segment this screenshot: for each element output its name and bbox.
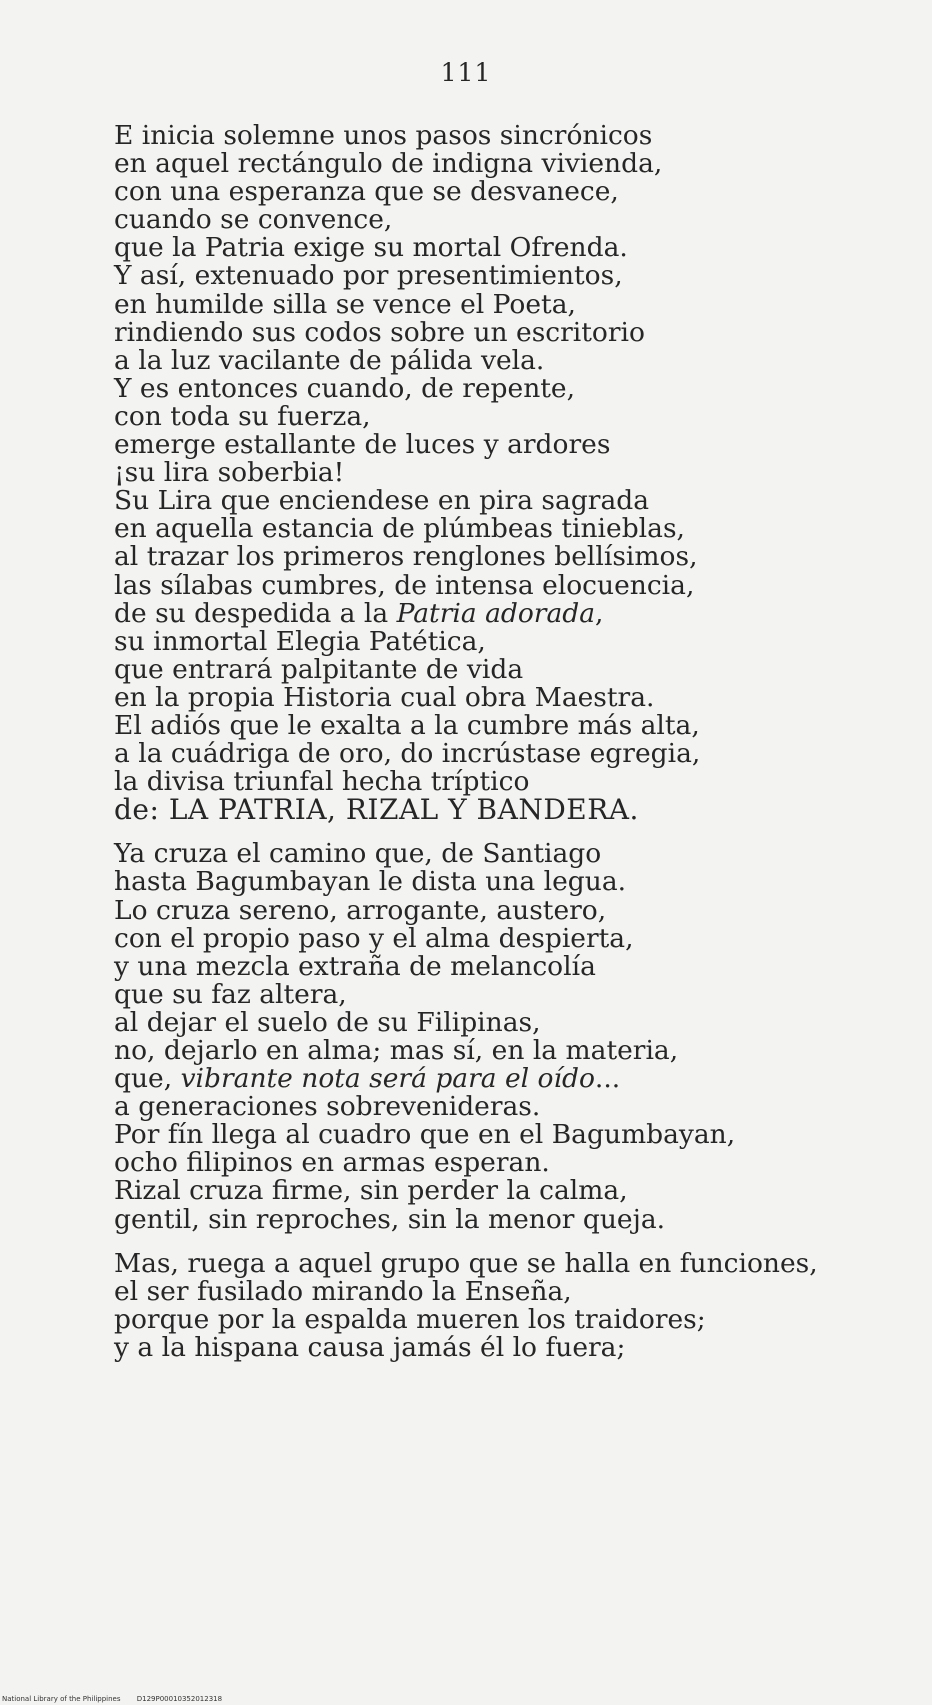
line-text: que la Patria exige su mortal Ofrenda.: [114, 232, 628, 264]
line-text: a la cuádriga de oro, do incrústase egregia,: [114, 738, 701, 770]
line-text: ...: [594, 1063, 621, 1095]
line-text: hasta Bagumbayan le dista una legua.: [114, 866, 627, 898]
line-text: en humilde silla se vence el Poeta,: [114, 288, 576, 320]
poem-line: [114, 372, 914, 404]
line-text: y una mezcla extraña de melancolía: [114, 950, 596, 982]
line-text: ,: [595, 597, 604, 629]
line-text: gentil, sin reproches, sin la menor queja.: [114, 1203, 666, 1235]
footer-library: National Library of the Philippines: [2, 1695, 121, 1703]
poem-line: [114, 431, 914, 459]
line-text: la divisa triunfal hecha tríptico: [114, 766, 530, 798]
line-text: en la propia Historia cual obra Maestra.: [114, 681, 655, 713]
poem-line: [114, 894, 914, 926]
line-text: Ya cruza el camino que, de Santiago: [114, 838, 602, 870]
line-text: El adiós que le exalta a la cumbre más alta,: [114, 709, 700, 741]
poem-line: [114, 1331, 914, 1363]
line-text: ¡su lira soberbia!: [114, 457, 345, 489]
poem-line: [114, 1275, 914, 1307]
poem-line: [114, 793, 914, 827]
poem-line: [114, 178, 914, 206]
page-number: 111: [440, 58, 492, 87]
line-text: de su despedida a la: [114, 597, 397, 629]
poem-line: [114, 978, 914, 1010]
line-text: en aquella estancia de plúmbeas tinieblas,: [114, 513, 685, 545]
line-text: con el propio paso y el alma despierta,: [114, 922, 634, 954]
line-text: Rizal cruza firme, sin perder la calma,: [114, 1175, 628, 1207]
line-text: emerge estallante de luces y ardores: [114, 429, 611, 461]
italic-text: vibrante nota será para el oído: [180, 1063, 595, 1095]
line-text: que entrará palpitante de vida: [114, 653, 524, 685]
stanza: [114, 1247, 914, 1363]
line-text: ocho filipinos en armas esperan.: [114, 1147, 550, 1179]
poem-line: [114, 597, 914, 629]
poem-line: [114, 1303, 914, 1335]
line-text: que,: [114, 1063, 181, 1095]
stanza: [114, 120, 914, 827]
poem-line: [114, 400, 914, 432]
poem-line: [114, 344, 914, 376]
line-text: su inmortal Elegia Patética,: [114, 625, 486, 657]
line-text: con una esperanza que se desvanece,: [114, 176, 619, 208]
line-text: al trazar los primeros renglones bellísimos,: [114, 541, 698, 573]
poem-line: [114, 709, 914, 741]
poem-line: [114, 653, 914, 685]
poem-line: [114, 950, 914, 982]
poem-line: [114, 459, 914, 487]
line-text: E inicia solemne unos pasos sincrónicos: [114, 120, 653, 151]
line-text: rindiendo sus codos sobre un escritorio: [114, 316, 645, 348]
poem-line: [114, 122, 914, 150]
line-text: y a la hispana causa jamás él lo fuera;: [114, 1331, 626, 1363]
poem-line: [114, 1065, 914, 1093]
poem-line: [114, 681, 914, 713]
line-text: de: LA PATRIA, RIZAL Y BANDERA.: [114, 793, 639, 827]
poem-line: [114, 1177, 914, 1205]
poem-line: [114, 288, 914, 320]
line-text: las sílabas cumbres, de intensa elocuencia,: [114, 569, 695, 601]
poem-line: [114, 868, 914, 896]
line-text: Y así, extenuado por presentimientos,: [114, 260, 623, 292]
poem-line: [114, 1037, 914, 1065]
line-text: a generaciones sobrevenideras.: [114, 1091, 541, 1123]
poem-line: [114, 1006, 914, 1038]
poem-line: [114, 262, 914, 290]
poem-line: [114, 515, 914, 543]
line-text: Y es entonces cuando, de repente,: [114, 372, 576, 404]
italic-text: Patria adorada: [396, 597, 596, 629]
line-text: el ser fusilado mirando la Enseña,: [114, 1275, 572, 1307]
line-text: al dejar el suelo de su Filipinas,: [114, 1006, 541, 1038]
poem-line: [114, 234, 914, 262]
line-text: porque por la espalda mueren los traidores;: [114, 1303, 706, 1335]
poem-line: [114, 768, 914, 796]
poem-line: [114, 1247, 914, 1279]
poem-line: [114, 316, 914, 348]
poem-line: [114, 487, 914, 515]
footer-code: D129P00010352012318: [136, 1695, 223, 1703]
poem-line: [114, 840, 914, 868]
poem-line: [114, 543, 914, 571]
poem-line: [114, 1203, 914, 1235]
poem-line: [114, 1121, 914, 1149]
poem-body: [114, 122, 914, 1362]
poem-line: [114, 922, 914, 954]
poem-line: [114, 150, 914, 178]
stanza: [114, 840, 914, 1233]
poem-line: [114, 625, 914, 657]
line-text: con toda su fuerza,: [114, 400, 371, 432]
line-text: en aquel rectángulo de indigna vivienda,: [114, 148, 663, 180]
poem-line: [114, 569, 914, 601]
line-text: Su Lira que enciendese en pira sagrada: [114, 485, 650, 517]
line-text: Por fín llega al cuadro que en el Bagumbayan,: [114, 1119, 736, 1151]
poem-line: [114, 740, 914, 768]
line-text: a la luz vacilante de pálida vela.: [114, 344, 545, 376]
poem-line: [114, 206, 914, 234]
scan-footer: [2, 1695, 222, 1703]
poem-line: [114, 1149, 914, 1177]
poem-line: [114, 1093, 914, 1121]
line-text: Lo cruza sereno, arrogante, austero,: [114, 894, 607, 926]
line-text: Mas, ruega a aquel grupo que se halla en funciones,: [114, 1247, 818, 1279]
line-text: cuando se convence,: [114, 204, 393, 236]
line-text: que su faz altera,: [114, 978, 347, 1010]
line-text: no, dejarlo en alma; mas sí, en la materia,: [114, 1035, 679, 1066]
